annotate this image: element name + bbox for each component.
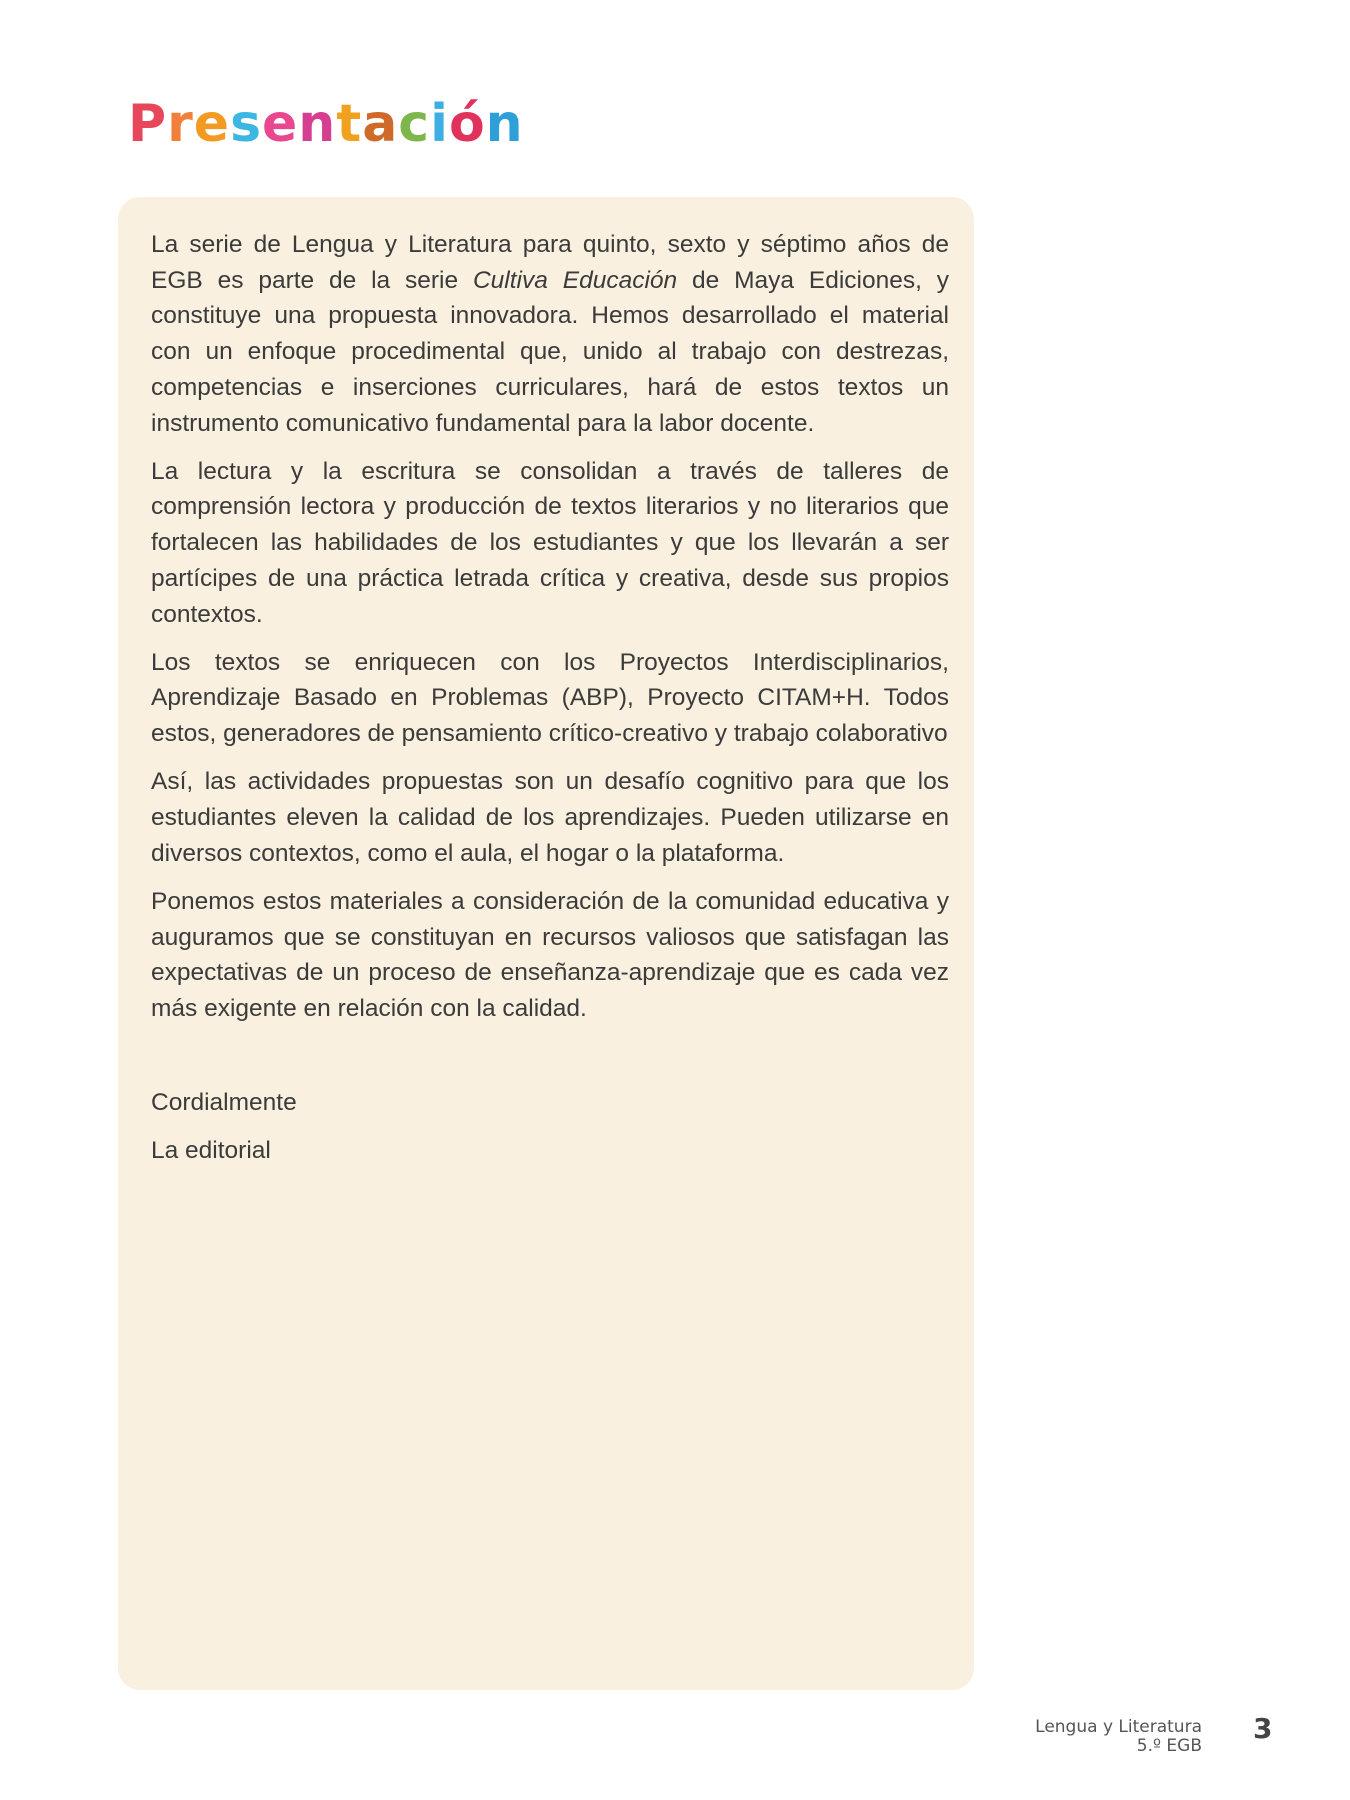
- presentation-text: [151, 227, 949, 1181]
- title-letter: e: [262, 94, 299, 154]
- paragraph-2: La lectura y la escritura se consolidan a través de talleres de comprensión lectora y producción de textos literarios y no literarios que fortalecen las habilidades de los estudiantes y que los llevarán a ser partícipes de una práctica letrada crítica y creativa, desde sus propios contextos.: [151, 457, 949, 628]
- title-letter: ó: [448, 94, 486, 154]
- title-letter: r: [167, 94, 194, 154]
- title-letter: c: [398, 94, 431, 154]
- title-letter: e: [193, 94, 231, 154]
- paragraph-4: Así, las actividades propuestas son un desafío cognitivo para que los estudiantes eleven la calidad de los aprendizajes. Pueden utilizarse en diversos contextos, como el aula, el hogar o la plataforma.: [151, 768, 949, 867]
- paragraph-3: Los textos se enriquecen con los Proyectos Interdisciplinarios, Aprendizaje Basado en Problemas (ABP), Proyecto CITAM+H. Todos estos, generadores de pensamiento crítico-creativo y trabajo colaborativo: [151, 648, 949, 748]
- page-title: [128, 94, 524, 154]
- title-letter: P: [128, 94, 168, 154]
- page-footer: [1035, 1718, 1202, 1756]
- closing-salutation: Cordialmente: [151, 1088, 297, 1116]
- page-number: 3: [1253, 1712, 1273, 1745]
- title-letter: n: [485, 94, 524, 154]
- title-letter: a: [362, 94, 399, 154]
- title-letter: t: [336, 94, 363, 154]
- title-letter: n: [298, 94, 337, 154]
- series-name: Cultiva Educación: [472, 266, 678, 294]
- paragraph-5: Ponemos estos materiales a consideración de la comunidad educativa y auguramos que se constituyan en recursos valiosos que satisfagan las expectativas de un proceso de enseñanza-aprendizaje que es cada vez más exigente en relación con la calidad.: [151, 887, 949, 1023]
- signature: La editorial: [151, 1136, 271, 1164]
- title-letter: i: [430, 94, 449, 154]
- footer-grade: 5.º EGB: [1136, 1736, 1202, 1756]
- footer-subject: Lengua y Literatura: [1035, 1717, 1202, 1737]
- title-letter: s: [230, 94, 263, 154]
- paragraph-1: La serie de Lengua y Literatura para quinto, sexto y séptimo años de EGB es parte de la serie Cultiva Educación de Maya Ediciones, y constituye una propuesta innovadora. Hemos desarrollado el material con un enfoque procedimental que, unido al trabajo con destrezas, competencias e inserciones curriculares, hará de estos textos un instrumento comunicativo fundamental para la labor docente.: [151, 231, 949, 437]
